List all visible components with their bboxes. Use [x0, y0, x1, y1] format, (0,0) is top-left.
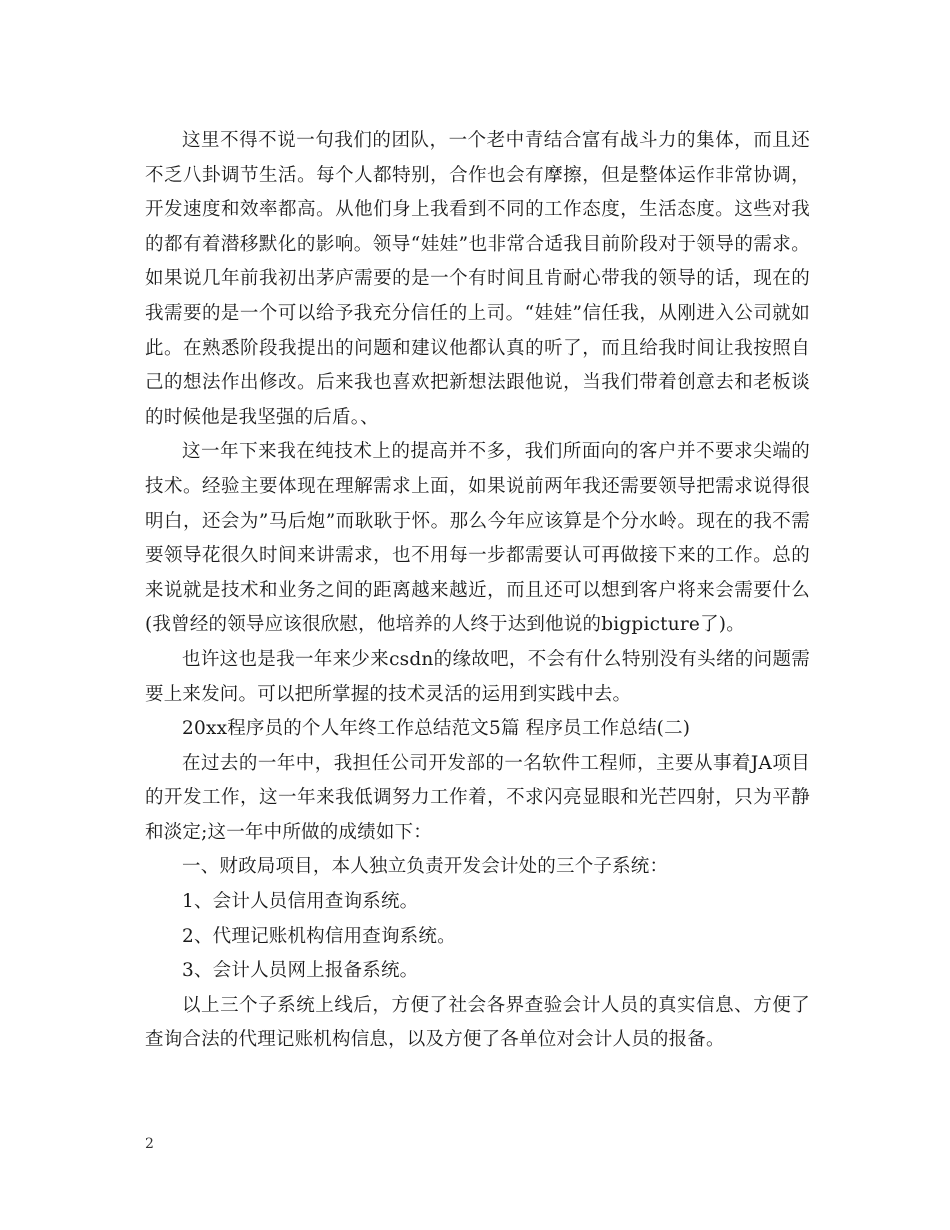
list-heading-finance-project: 一、财政局项目，本人独立负责开发会计处的三个子系统：	[182, 856, 669, 878]
list-item: 3、会计人员网上报备系统。	[182, 960, 419, 982]
paragraph-csdn: 也许这也是我一年来少来csdn的缘故吧，不会有什么特别没有头绪的问题需要上来发问。可以把所掌握的技术灵活的运用到实践中去。	[145, 648, 810, 705]
paragraph-team: 这里不得不说一句我们的团队，一个老中青结合富有战斗力的集体，而且还不乏八卦调节生活。每个人都特别，合作也会有摩擦，但是整体运作非常协调，开发速度和效率都高。从他们身上我看到不同的工作态度，生活态度。这些对我的都有着潜移默化的影响。领导“娃娃”也非常合适我目前阶段对于领导的需求。如果说几年前我初出茅庐需要的是一个有时间且肯耐心带我的领导的话，现在的我需要的是一个可以给予我充分信任的上司。“娃娃”信任我，从刚进入公司就如此。在熟悉阶段我提出的问题和建议他都认真的听了，而且给我时间让我按照自己的想法作出修改。后来我也喜欢把新想法跟他说，当我们带着创意去和老板谈的时候他是我坚强的后盾。、	[145, 130, 810, 428]
paragraph-technical-growth: 这一年下来我在纯技术上的提高并不多，我们所面向的客户并不要求尖端的技术。经验主要体现在理解需求上面，如果说前两年我还需要领导把需求说得很明白，还会为”马后炮”而耿耿于怀。那么今年应该算是个分水岭。现在的我不需要领导花很久时间来讲需求，也不用每一步都需要认可再做接下来的工作。总的来说就是技术和业务之间的距离越来越近，而且还可以想到客户将来会需要什么(我曾经的领导应该很欣慰，他培养的人终于达到他说的bigpicture了)。	[145, 441, 810, 636]
page-number: 2	[145, 1136, 154, 1152]
list-item: 1、会计人员信用查询系统。	[182, 891, 419, 913]
list-item: 2、代理记账机构信用查询系统。	[182, 925, 456, 947]
paragraph-past-year: 在过去的一年中，我担任公司开发部的一名软件工程师，主要从事着JA项目的开发工作，这一年来我低调努力工作着，不求闪亮显眼和光芒四射，只为平静和淡定;这一年中所做的成绩如下：	[145, 752, 810, 843]
section-heading: 20xx程序员的个人年终工作总结范文5篇 程序员工作总结(二)	[182, 718, 691, 740]
page-body	[145, 124, 810, 1058]
paragraph-outcome: 以上三个子系统上线后，方便了社会各界查验会计人员的真实信息、方便了查询合法的代理记账机构信息，以及方便了各单位对会计人员的报备。	[145, 994, 810, 1051]
